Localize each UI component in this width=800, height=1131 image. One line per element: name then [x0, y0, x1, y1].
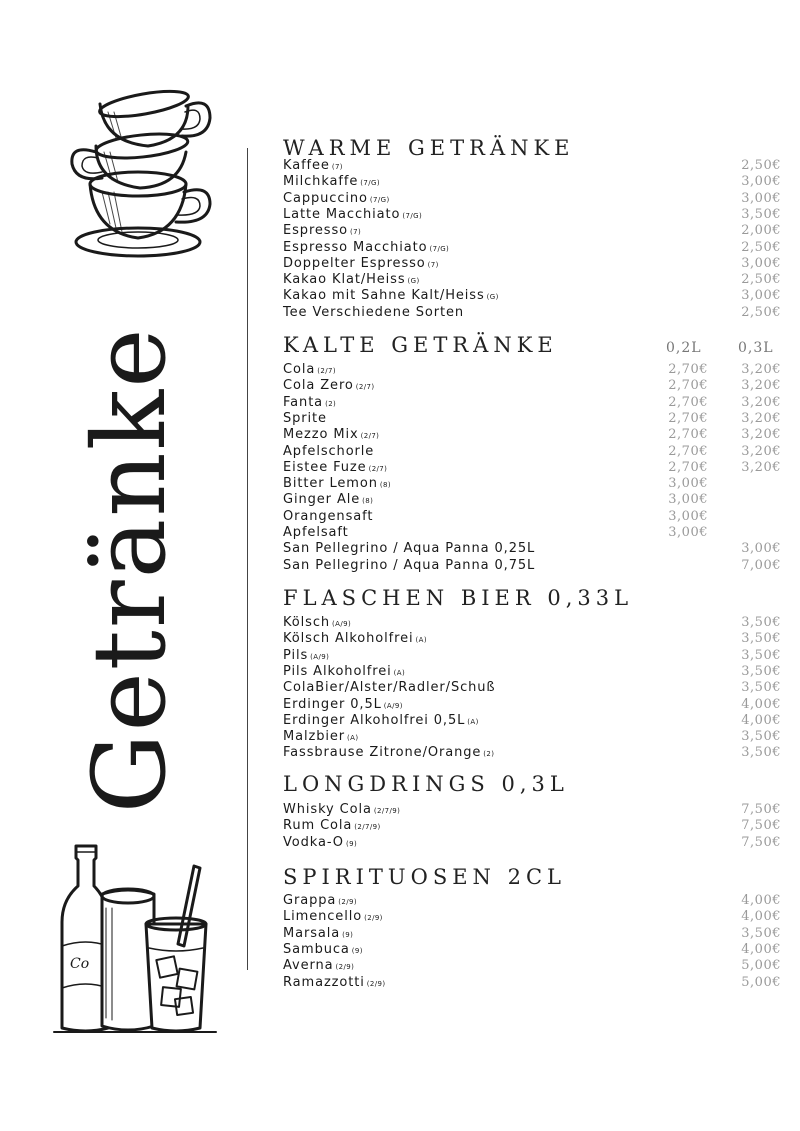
menu-item-row	[283, 558, 783, 574]
item-label: Mezzo Mix	[283, 427, 359, 443]
item-allergen-note: (8)	[379, 481, 391, 490]
menu-item-row	[283, 476, 783, 492]
item-allergen-note: (2/9)	[364, 914, 383, 923]
menu-item-row	[283, 648, 783, 664]
item-label: San Pellegrino / Aqua Panna 0,25L	[283, 541, 536, 557]
item-name	[283, 444, 374, 460]
item-price: 3,50€	[741, 631, 781, 647]
menu-item-row	[283, 835, 783, 851]
item-price-large: 3,20€	[741, 459, 781, 475]
item-price-small: 2,70€	[668, 427, 708, 443]
menu-item-row	[283, 174, 783, 190]
item-label: Vodka-O	[283, 834, 344, 850]
item-allergen-note: (7)	[427, 260, 439, 269]
item-name	[283, 893, 357, 910]
item-name	[283, 476, 391, 493]
item-price-small: 3,00€	[668, 492, 708, 508]
item-label: Latte Macchiato	[283, 206, 401, 222]
item-name	[283, 191, 390, 208]
menu-item-row	[283, 223, 783, 239]
item-label: Tee Verschiedene Sorten	[283, 304, 465, 320]
item-label: Milchkaffe	[283, 174, 359, 190]
section-title-cold: KALTE GETRÄNKE	[283, 333, 558, 357]
item-label: Ramazzotti	[283, 974, 365, 990]
item-name	[283, 427, 379, 444]
item-label: Doppelter Espresso	[283, 255, 426, 271]
menu-item-row	[283, 427, 783, 443]
item-allergen-note: (A/9)	[383, 701, 403, 710]
item-name	[283, 648, 329, 665]
item-name	[283, 288, 499, 305]
item-label: Cappuccino	[283, 190, 368, 206]
item-allergen-note: (2/7)	[360, 432, 380, 441]
menu-item-row	[283, 615, 783, 631]
item-name	[283, 158, 343, 175]
item-price-small: 2,70€	[668, 443, 708, 459]
item-name	[283, 729, 358, 746]
item-name	[283, 615, 351, 632]
item-name	[283, 664, 405, 681]
menu-item-row	[283, 926, 783, 942]
menu-item-row	[283, 362, 783, 378]
stacked-coffee-cups-icon	[60, 82, 220, 272]
item-price: 4,00€	[741, 941, 781, 957]
item-name	[283, 958, 354, 975]
item-allergen-note: (2)	[483, 750, 495, 759]
item-name	[283, 680, 496, 696]
item-price: 3,50€	[741, 925, 781, 941]
menu-item-row	[283, 713, 783, 729]
item-label: Pils	[283, 647, 309, 663]
item-name	[283, 975, 386, 992]
item-allergen-note: (2)	[325, 399, 337, 408]
item-allergen-note: (2/7)	[368, 464, 388, 473]
item-price-small: 2,70€	[668, 378, 708, 394]
item-name	[283, 460, 387, 477]
item-name	[283, 395, 336, 412]
menu-item-row	[283, 525, 783, 541]
item-label: Pils Alkoholfrei	[283, 663, 392, 679]
item-label: ColaBier/Alster/Radler/Schuß	[283, 680, 496, 696]
item-price: 7,50€	[741, 818, 781, 834]
menu-item-row	[283, 378, 783, 394]
bottle-can-glass-icon	[50, 838, 220, 1038]
item-price: 5,00€	[741, 974, 781, 990]
section-title-warm: WARME GETRÄNKE	[283, 136, 575, 160]
item-label: Erdinger Alkoholfrei 0,5L	[283, 712, 466, 728]
column-header-large: 0,3L	[738, 340, 774, 356]
item-price-large: 3,20€	[741, 443, 781, 459]
section-title-longdrinks: LONGDRINGS 0,3L	[283, 772, 569, 796]
item-price: 3,50€	[741, 615, 781, 630]
item-price: 3,50€	[741, 745, 781, 761]
page-title: Getränke	[71, 326, 188, 814]
menu-item-row	[283, 745, 783, 761]
item-label: Ginger Ale	[283, 492, 361, 508]
item-price: 3,50€	[741, 680, 781, 696]
item-price: 3,00€	[741, 255, 781, 271]
menu-item-row	[283, 191, 783, 207]
item-name	[283, 174, 380, 191]
menu-item-row	[283, 492, 783, 508]
item-name	[283, 272, 420, 289]
item-allergen-note: (2/7)	[317, 367, 336, 375]
item-price: 7,50€	[741, 802, 781, 817]
item-allergen-note: (9)	[342, 930, 354, 939]
item-price: 2,00€	[741, 223, 781, 239]
item-allergen-note: (7/G)	[402, 211, 423, 220]
item-label: Eistee Fuze	[283, 459, 367, 475]
item-label: Sambuca	[283, 941, 350, 957]
item-price: 2,50€	[741, 304, 781, 320]
item-label: Malzbier	[283, 729, 346, 745]
menu-item-row	[283, 541, 783, 557]
item-label: Bitter Lemon	[283, 476, 378, 492]
item-price-small: 2,70€	[668, 394, 708, 410]
item-label: Marsala	[283, 925, 341, 941]
item-price-large: 7,00€	[741, 557, 781, 573]
item-allergen-note: (A)	[467, 717, 479, 726]
item-label: Grappa	[283, 893, 337, 908]
item-name	[283, 697, 403, 714]
item-name	[283, 926, 353, 943]
item-price-large: 3,20€	[741, 362, 781, 377]
item-name	[283, 411, 327, 427]
item-allergen-note: (7)	[331, 163, 343, 171]
item-label: Apfelsaft	[283, 525, 349, 540]
item-name	[283, 909, 383, 926]
item-label: Sprite	[283, 410, 327, 426]
menu-item-row	[283, 411, 783, 427]
item-price: 4,00€	[741, 909, 781, 925]
item-allergen-note: (9)	[351, 946, 363, 955]
item-name	[283, 378, 375, 395]
item-name	[283, 256, 439, 273]
item-price: 4,00€	[741, 712, 781, 728]
item-name	[283, 558, 535, 574]
item-allergen-note: (G)	[407, 277, 420, 286]
item-label: Cola Zero	[283, 378, 354, 394]
item-name	[283, 492, 373, 509]
item-label: Averna	[283, 958, 334, 974]
item-price-small: 3,00€	[668, 525, 708, 540]
menu-item-row	[283, 256, 783, 272]
item-allergen-note: (2/7)	[355, 383, 375, 392]
section-title-spirits: SPIRITUOSEN 2CL	[283, 865, 566, 889]
item-price: 4,00€	[741, 893, 781, 908]
item-price: 5,00€	[741, 958, 781, 974]
item-allergen-note: (7/G)	[429, 244, 450, 253]
vertical-divider	[247, 148, 248, 970]
item-price: 3,50€	[741, 206, 781, 222]
menu-item-row	[283, 942, 783, 958]
item-price-large: 3,00€	[741, 541, 781, 557]
item-price-small: 2,70€	[668, 459, 708, 475]
item-allergen-note: (7/G)	[360, 179, 380, 188]
item-label: Kölsch Alkoholfrei	[283, 631, 414, 647]
item-price-small: 3,00€	[668, 476, 708, 492]
item-price-small: 2,70€	[668, 362, 708, 377]
item-allergen-note: (9)	[345, 839, 358, 848]
item-label: Limencello	[283, 909, 363, 925]
item-allergen-note: (2/7/9)	[373, 807, 401, 815]
item-name	[283, 745, 494, 762]
item-price: 2,50€	[741, 272, 781, 288]
item-price: 2,50€	[741, 158, 781, 173]
item-price-large: 3,20€	[741, 410, 781, 426]
menu-item-row	[283, 729, 783, 745]
item-price-small: 3,00€	[668, 508, 708, 524]
item-label: Espresso Macchiato	[283, 239, 428, 255]
item-label: Rum Cola	[283, 818, 353, 834]
item-allergen-note: (A)	[393, 668, 406, 677]
menu-item-row	[283, 444, 783, 460]
menu-item-row	[283, 240, 783, 256]
menu-item-row	[283, 460, 783, 476]
item-allergen-note: (7)	[350, 228, 362, 237]
item-price: 3,50€	[741, 729, 781, 745]
menu-item-row	[283, 958, 783, 974]
menu-item-row	[283, 893, 783, 909]
item-price: 7,50€	[741, 834, 781, 850]
item-price: 3,00€	[741, 288, 781, 304]
menu-item-row	[283, 664, 783, 680]
item-name	[283, 509, 373, 525]
item-label: Cola	[283, 362, 316, 377]
item-allergen-note: (7/G)	[369, 195, 390, 204]
menu-item-row	[283, 909, 783, 925]
item-name	[283, 541, 535, 557]
item-allergen-note: (A)	[415, 636, 427, 645]
item-price-large: 3,20€	[741, 427, 781, 443]
item-label: Kaffee	[283, 158, 330, 173]
item-price-small: 2,70€	[668, 410, 708, 426]
item-allergen-note: (A/9)	[310, 652, 330, 661]
item-label: San Pellegrino / Aqua Panna 0,75L	[283, 557, 536, 573]
item-label: Espresso	[283, 223, 348, 239]
item-price: 3,50€	[741, 647, 781, 663]
item-allergen-note: (G)	[486, 293, 499, 302]
item-price: 4,00€	[741, 696, 781, 712]
menu-item-row	[283, 680, 783, 696]
menu-item-row	[283, 288, 783, 304]
menu-item-row	[283, 158, 783, 174]
item-allergen-note: (2/9)	[338, 898, 357, 906]
menu-item-row	[283, 697, 783, 713]
item-price: 2,50€	[741, 239, 781, 255]
item-name	[283, 835, 357, 852]
item-allergen-note: (A)	[347, 734, 359, 743]
item-price-large: 3,20€	[741, 378, 781, 394]
item-price: 3,50€	[741, 663, 781, 679]
menu-item-row	[283, 509, 783, 525]
item-label: Kakao Klat/Heiss	[283, 272, 406, 288]
item-price: 3,00€	[741, 174, 781, 190]
item-label: Apfelschorle	[283, 443, 375, 459]
item-allergen-note: (2/7/9)	[354, 823, 381, 832]
item-label: Kakao mit Sahne Kalt/Heiss	[283, 288, 485, 304]
item-name	[283, 305, 464, 321]
item-name	[283, 942, 363, 959]
item-allergen-note: (A/9)	[332, 620, 352, 628]
menu-item-row	[283, 272, 783, 288]
menu-item-row	[283, 975, 783, 991]
menu-item-row	[283, 305, 783, 321]
item-price-large: 3,20€	[741, 394, 781, 410]
menu-item-row	[283, 818, 783, 834]
item-name	[283, 240, 449, 257]
item-allergen-note: (2/9)	[335, 963, 355, 972]
menu-item-row	[283, 802, 783, 818]
menu-item-row	[283, 631, 783, 647]
vertical-title-container	[50, 315, 210, 825]
item-name	[283, 818, 381, 835]
item-name	[283, 802, 400, 819]
item-name	[283, 631, 427, 648]
item-label: Fassbrause Zitrone/Orange	[283, 745, 482, 761]
column-header-small: 0,2L	[666, 340, 702, 356]
item-label: Kölsch	[283, 615, 331, 630]
item-name	[283, 525, 349, 541]
item-name	[283, 207, 422, 224]
item-price: 3,00€	[741, 190, 781, 206]
item-allergen-note: (8)	[362, 497, 374, 506]
item-label: Fanta	[283, 394, 324, 410]
item-name	[283, 362, 336, 379]
section-title-beer: FLASCHEN BIER 0,33L	[283, 586, 634, 610]
svg-text:Co: Co	[70, 956, 90, 972]
item-allergen-note: (2/9)	[366, 979, 386, 988]
item-name	[283, 713, 479, 730]
item-label: Whisky Cola	[283, 802, 372, 817]
menu-item-row	[283, 395, 783, 411]
item-label: Orangensaft	[283, 508, 374, 524]
item-name	[283, 223, 361, 240]
item-label: Erdinger 0,5L	[283, 696, 382, 712]
menu-item-row	[283, 207, 783, 223]
